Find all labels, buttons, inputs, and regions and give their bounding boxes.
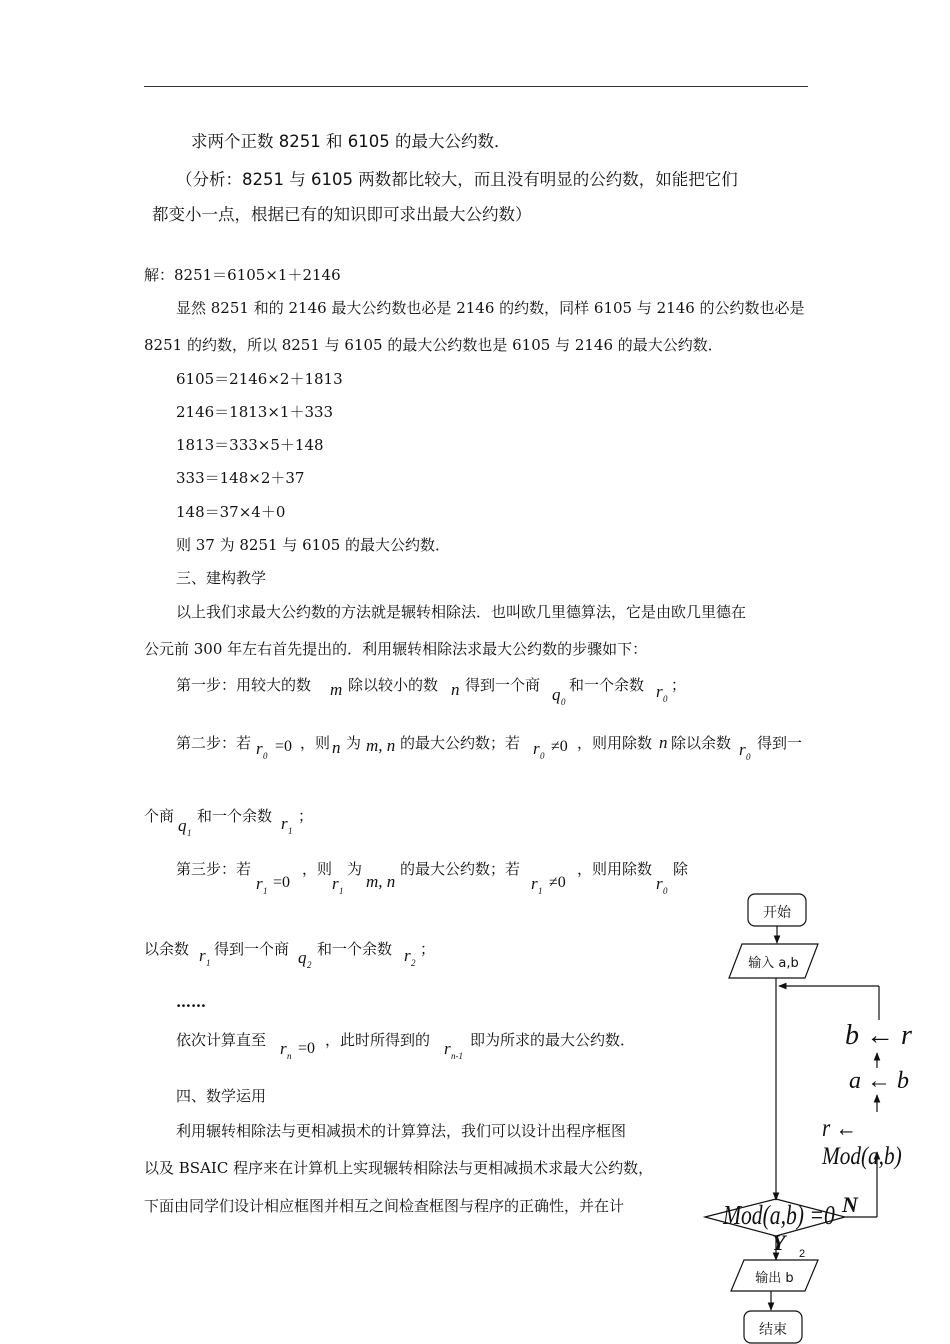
step1-text: 第一步：用较大的数 <box>176 676 312 694</box>
step1-text: 除以较小的数 <box>348 676 439 694</box>
division-step: 333＝148×2＋37 <box>176 469 305 487</box>
step2-text: ； <box>298 807 314 825</box>
var-m-n: m, n <box>366 872 396 891</box>
not-equals-zero: ≠0 <box>549 874 566 891</box>
step1-text: 得到一个商 <box>465 676 541 694</box>
step2-text: 第二步：若 <box>176 734 252 752</box>
final-text: ，此时所得到的 <box>325 1031 431 1049</box>
var-m: m <box>330 680 343 699</box>
flowchart-start-label: 开始 <box>763 905 791 921</box>
section3-heading: 三、建构教学 <box>176 569 267 587</box>
division-step: 1813＝333×5＋148 <box>176 436 324 454</box>
subscript: 0 <box>663 886 668 896</box>
flowchart-input-label: 输入 a,b <box>748 956 799 971</box>
var-r: r <box>256 739 263 758</box>
subscript: 1 <box>206 958 211 968</box>
problem-analysis-line2: 都变小一点，根据已有的知识即可求出最大公约数） <box>152 205 532 224</box>
flowchart-end-label: 结束 <box>759 1322 787 1338</box>
var-n: n <box>332 738 341 757</box>
var-q: q <box>552 685 561 704</box>
ellipsis: …… <box>176 993 206 1011</box>
var-r: r <box>404 946 411 965</box>
subscript: 0 <box>561 697 566 707</box>
step3-text: 为 <box>347 860 363 878</box>
section4-paragraph-line1: 利用辗转相除法与更相减损术的计算算法，我们可以设计出程序框图 <box>176 1122 627 1140</box>
flowchart-assign-b: b ← r <box>845 1020 912 1051</box>
division-step: 6105＝2146×2＋1813 <box>176 370 343 388</box>
step1-text: 和一个余数 <box>569 676 645 694</box>
step2-text: ，则用除数 <box>577 734 653 752</box>
var-q: q <box>178 816 187 835</box>
step2-text: ，则 <box>300 734 331 752</box>
subscript: 0 <box>263 751 268 761</box>
final-text: 即为所求的最大公约数． <box>470 1031 636 1049</box>
subscript: 1 <box>288 826 293 836</box>
step3-text: 得到一个商 <box>214 940 290 958</box>
var-r: r <box>739 740 746 759</box>
step3-text: 以余数 <box>144 940 190 958</box>
flowchart-condition: Mod(a,b) =0 <box>723 1200 835 1230</box>
subscript: 0 <box>663 694 668 704</box>
var-r: r <box>256 874 263 893</box>
step3-text: 第三步：若 <box>176 860 252 878</box>
subscript: n-1 <box>451 1051 463 1061</box>
flowchart-output-label: 输出 b <box>755 1271 794 1286</box>
flowchart-yes-label: Y <box>772 1230 786 1255</box>
section4-paragraph-line3: 下面由同学们设计相应框图并相互之间检查框图与程序的正确性，并在计 <box>144 1197 625 1215</box>
step1-text: ； <box>671 676 687 694</box>
var-r: r <box>332 874 339 893</box>
step2-text: 除以余数 <box>671 734 732 752</box>
subscript: 1 <box>263 886 268 896</box>
step3-text: 和一个余数 <box>317 940 393 958</box>
flowchart-footnote: 2 <box>799 1248 806 1260</box>
var-r: r <box>199 946 206 965</box>
subscript: 2 <box>307 960 312 970</box>
problem-analysis-line1: （分析：8251 与 6105 两数都比较大，而且没有明显的公约数，如能把它们 <box>176 170 738 189</box>
equals-zero: =0 <box>298 1040 316 1057</box>
section4-paragraph-line2: 以及 BSAIC 程序来在计算机上实现辗转相除法与更相减损术求最大公约数， <box>144 1159 654 1177</box>
step2-text: 为 <box>346 734 362 752</box>
subscript: 1 <box>187 828 192 838</box>
var-n: n <box>451 680 460 699</box>
not-equals-zero: ≠0 <box>551 738 568 755</box>
division-step: 148＝37×4＋0 <box>176 503 286 521</box>
final-text: 依次计算直至 <box>176 1031 267 1049</box>
equals-zero: =0 <box>273 874 291 891</box>
equals-zero: =0 <box>275 738 293 755</box>
step3-text: 的最大公约数；若 <box>400 860 521 878</box>
step2-text: 的最大公约数；若 <box>400 734 521 752</box>
var-r: r <box>656 874 663 893</box>
step2-text: 个商 <box>144 807 175 825</box>
step3-text: 除 <box>673 860 689 878</box>
step3-text: ； <box>420 940 436 958</box>
subscript: 0 <box>540 751 545 761</box>
var-m-n: m, n <box>366 736 396 755</box>
subscript: 2 <box>411 958 416 968</box>
subscript: 1 <box>538 886 543 896</box>
var-r: r <box>281 814 288 833</box>
var-q: q <box>298 948 307 967</box>
section3-paragraph-line2: 公元前 300 年左右首先提出的．利用辗转相除法求最大公约数的步骤如下： <box>144 640 648 658</box>
var-n: n <box>659 733 668 752</box>
var-r: r <box>656 682 663 701</box>
section4-heading: 四、数学运用 <box>176 1087 267 1105</box>
subscript: n <box>287 1051 292 1061</box>
step3-text: ，则 <box>302 860 333 878</box>
var-r: r <box>280 1039 287 1058</box>
section3-paragraph-line1: 以上我们求最大公约数的方法就是辗转相除法．也叫欧几里德算法，它是由欧几里德在 <box>176 603 747 621</box>
flowchart-no-label: N <box>842 1192 858 1217</box>
subscript: 0 <box>746 752 751 762</box>
step2-text: 和一个余数 <box>197 807 273 825</box>
var-r: r <box>533 739 540 758</box>
problem-question: 求两个正数 8251 和 6105 的最大公约数． <box>191 132 511 151</box>
flowchart-assign-r: r ← Mod(a,b) <box>822 1115 902 1170</box>
flowchart-assign-a: a ← b <box>849 1068 909 1094</box>
step2-text: 得到一 <box>757 734 803 752</box>
solution-line3: 8251 的约数，所以 8251 与 6105 的最大公约数也是 6105 与 2146 的最大公约数． <box>144 336 723 354</box>
subscript: 1 <box>339 886 344 896</box>
solution-line1: 解：8251＝6105×1＋2146 <box>144 266 341 284</box>
solution-conclusion: 则 37 为 8251 与 6105 的最大公约数． <box>176 536 451 554</box>
var-r: r <box>531 874 538 893</box>
solution-line2: 显然 8251 和的 2146 最大公约数也必是 2146 的约数，同样 6105 与 2146 的公约数也必是 <box>176 299 805 317</box>
step3-text: ，则用除数 <box>577 860 653 878</box>
division-step: 2146＝1813×1＋333 <box>176 403 334 421</box>
var-r: r <box>444 1039 451 1058</box>
